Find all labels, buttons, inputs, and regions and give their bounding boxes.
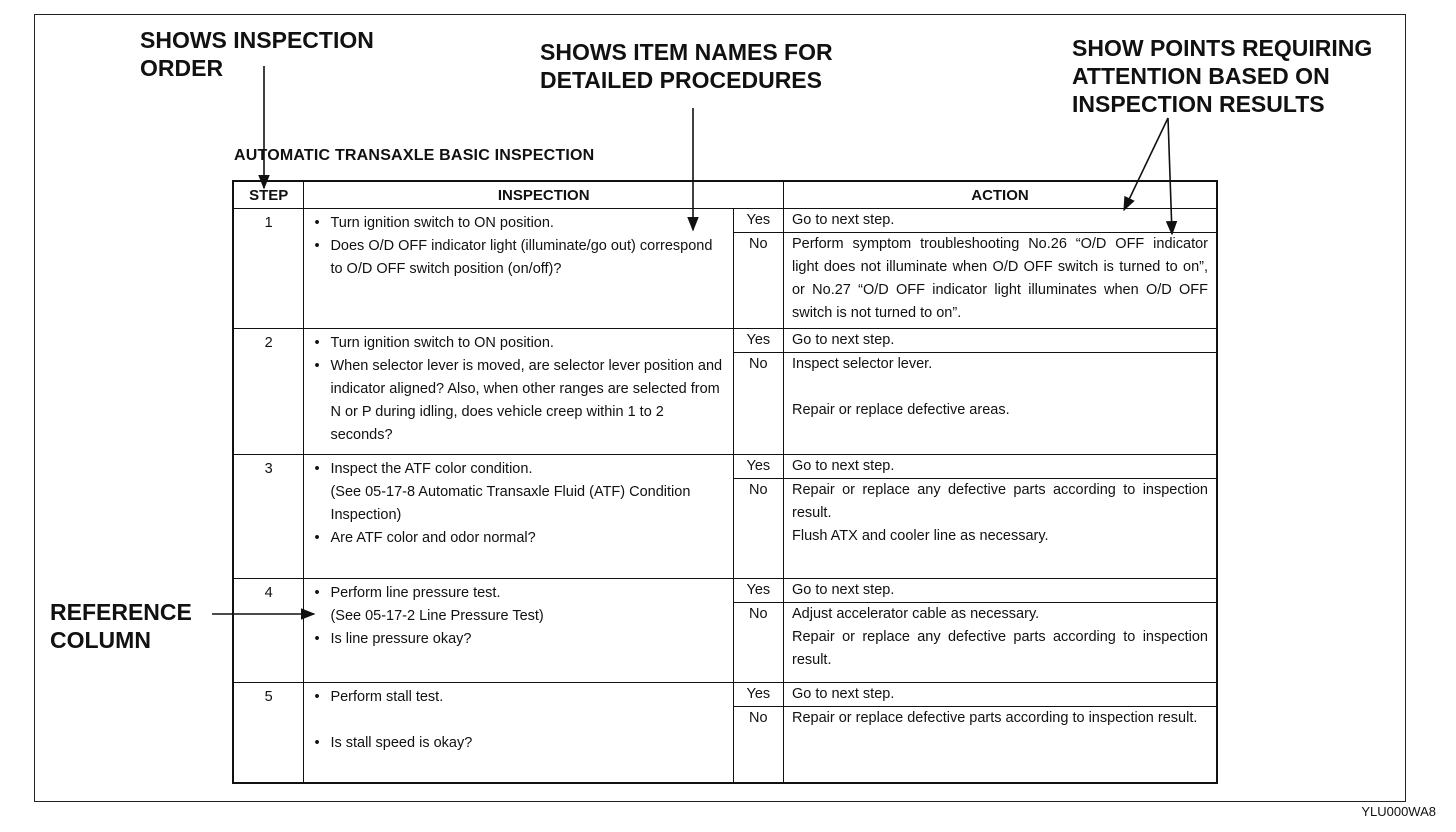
yes-label: Yes [734, 683, 783, 707]
bullet-icon: • [314, 335, 320, 351]
header-inspection: INSPECTION [304, 181, 784, 209]
callout-line: ATTENTION BASED ON [1072, 63, 1330, 89]
arrow-attention-2 [1168, 118, 1172, 234]
no-label: No [749, 482, 768, 498]
bullet-icon: • [314, 238, 320, 254]
callout-line: SHOWS ITEM NAMES FOR [540, 39, 833, 65]
inspection-item-text: Does O/D OFF indicator light (illuminate/go out) correspond to O/D OFF switch position (on/off)? [330, 238, 713, 277]
header-step: STEP [233, 181, 304, 209]
no-label: No [749, 606, 768, 622]
no-action-text: Repair or replace any defective parts according to inspection result. [791, 482, 1208, 521]
inspection-item-text: Are ATF color and odor normal? [330, 530, 536, 546]
no-label: No [749, 356, 768, 372]
callout-line: ORDER [140, 55, 224, 81]
bullet-icon: • [314, 689, 320, 705]
bullet-icon: • [314, 215, 320, 231]
inspection-item-text: Turn ignition switch to ON position. [330, 215, 554, 231]
callout-line: INSPECTION RESULTS [1072, 91, 1325, 117]
yes-action: Go to next step. [784, 579, 1216, 603]
yes-label: Yes [734, 455, 783, 479]
arrow-attention-1 [1124, 118, 1168, 210]
callout-line: COLUMN [50, 627, 151, 653]
yes-action: Go to next step. [784, 683, 1216, 707]
no-action-text: Repair or replace defective parts according to inspection result. [791, 710, 1198, 726]
inspection-item-text: Is line pressure okay? [330, 631, 472, 647]
callout-line: REFERENCE [50, 599, 192, 625]
header-action: ACTION [783, 181, 1217, 209]
reference-note: (See 05-17-8 Automatic Transaxle Fluid (ATF) Condition Inspection) [330, 484, 691, 523]
bullet-icon: • [314, 461, 320, 477]
no-label: No [749, 236, 768, 252]
no-action-text: Flush ATX and cooler line as necessary. [791, 528, 1049, 544]
inspection-item-text: Is stall speed is okay? [330, 735, 473, 751]
step-number: 4 [233, 579, 304, 683]
no-action-text: Inspect selector lever. [791, 356, 933, 372]
yes-label: Yes [734, 579, 783, 603]
yes-action: Go to next step. [784, 209, 1216, 233]
inspection-item-text: Perform stall test. [330, 689, 444, 705]
yes-action: Go to next step. [784, 455, 1216, 479]
bullet-icon: • [314, 530, 320, 546]
step-number: 2 [233, 329, 304, 455]
figure-code: YLU000WA8 [1361, 804, 1436, 819]
bullet-icon: • [314, 735, 320, 751]
no-label: No [749, 710, 768, 726]
yes-label: Yes [734, 329, 783, 353]
no-action-text: Perform symptom troubleshooting No.26 “O/D OFF indicator light does not illuminate when O/D OFF switch is turned to on”, or No.27 “O/D OFF indicator light illuminates when O/D OFF switch is not turned to on”. [791, 236, 1208, 321]
callout-line: SHOWS INSPECTION [140, 27, 374, 53]
bullet-icon: • [314, 358, 320, 374]
inspection-item-text: Turn ignition switch to ON position. [330, 335, 554, 351]
inspection-item-text: Perform line pressure test. [330, 585, 501, 601]
yes-label: Yes [734, 209, 783, 233]
no-action-text: Repair or replace defective areas. [791, 402, 1010, 418]
inspection-item-text: When selector lever is moved, are selector lever position and indicator aligned? Also, when other ranges are selected from N or P during idling, does vehicle creep within 1 to 2 seconds? [330, 358, 723, 443]
inspection-item-text: Inspect the ATF color condition. [330, 461, 533, 477]
no-action-text: Adjust accelerator cable as necessary. [791, 606, 1040, 622]
yes-action: Go to next step. [784, 329, 1216, 353]
step-number: 1 [233, 209, 304, 329]
step-number: 5 [233, 683, 304, 783]
step-number: 3 [233, 455, 304, 579]
bullet-icon: • [314, 631, 320, 647]
no-action-text: Repair or replace any defective parts according to inspection result. [791, 629, 1208, 668]
callout-line: SHOW POINTS REQUIRING [1072, 35, 1373, 61]
callout-line: DETAILED PROCEDURES [540, 67, 822, 93]
bullet-icon: • [314, 585, 320, 601]
page-title: AUTOMATIC TRANSAXLE BASIC INSPECTION [234, 147, 595, 164]
reference-note: (See 05-17-2 Line Pressure Test) [330, 608, 544, 624]
